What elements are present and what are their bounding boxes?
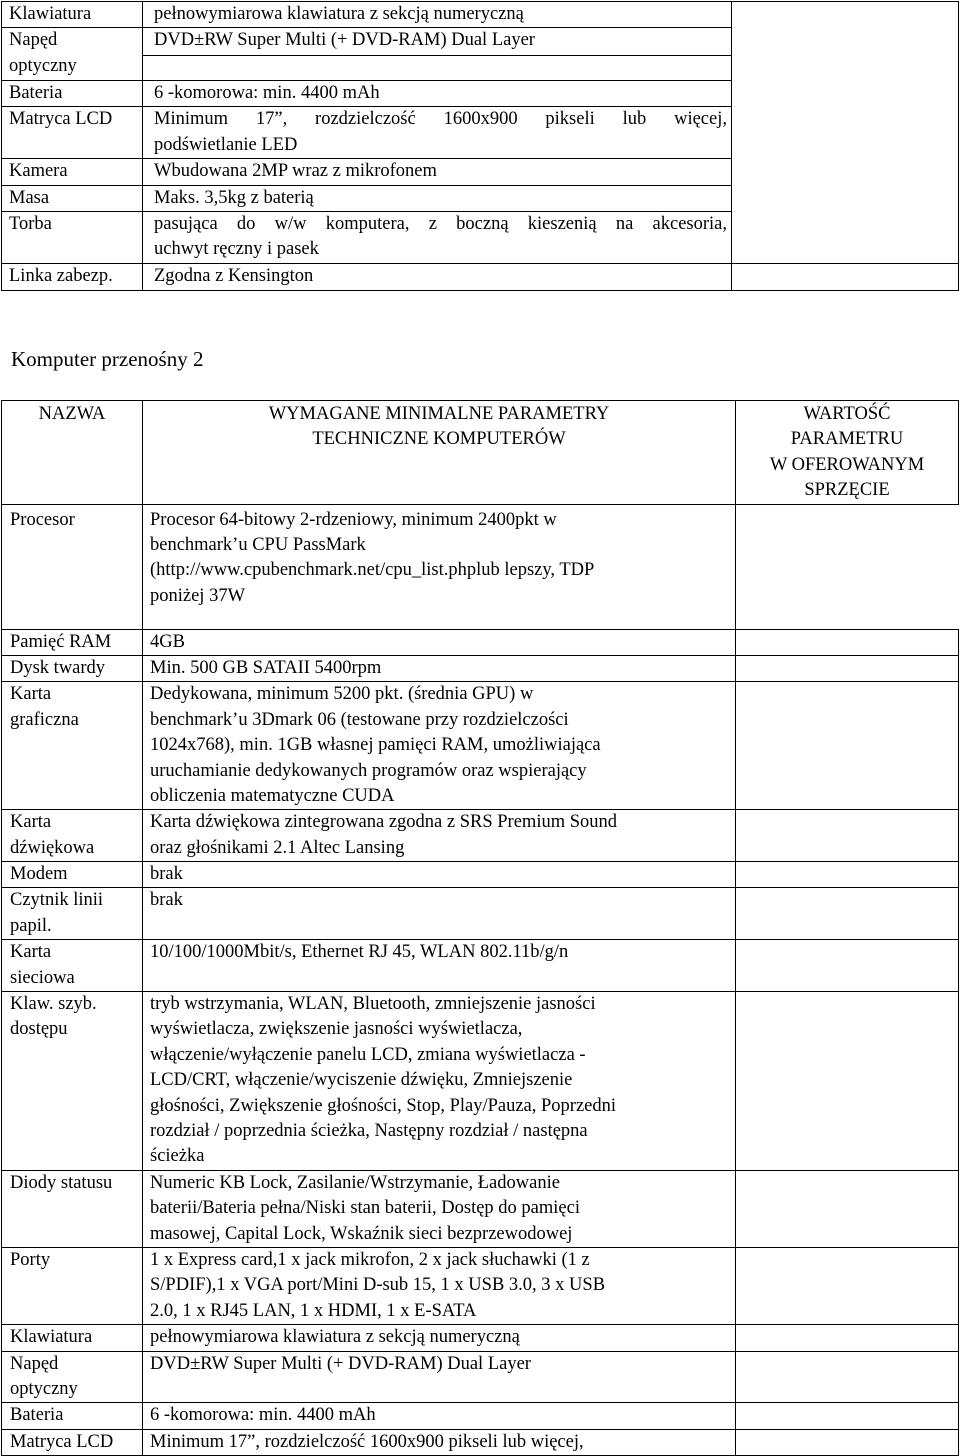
header-line: W OFEROWANYM — [769, 454, 925, 475]
requirement-line: benchmark’u CPU PassMark — [150, 534, 366, 555]
requirement-line: (http://www.cpubenchmark.net/cpu_list.phplub lepszy, TDP — [150, 560, 595, 581]
requirement-line: benchmark’u 3Dmark 06 (testowane przy rozdzielczości — [150, 709, 569, 730]
table-row — [2, 810, 959, 862]
param-requirement — [143, 1403, 736, 1429]
param-name — [2, 682, 143, 810]
param-requirement — [143, 682, 736, 810]
table-row — [2, 1247, 959, 1324]
param-name-line: Bateria — [10, 1405, 64, 1426]
param-requirement — [143, 1351, 736, 1403]
param-requirement — [143, 629, 736, 655]
requirement-line: baterii/Bateria pełna/Niski stan baterii, Dostęp do pamięci — [150, 1198, 580, 1219]
offered-value-cell — [736, 940, 959, 992]
param-name — [2, 1170, 143, 1247]
requirement-line: Dedykowana, minimum 5200 pkt. (średnia GPU) w — [150, 684, 534, 705]
requirement-line: 10/100/1000Mbit/s, Ethernet RJ 45, WLAN 802.11b/g/n — [150, 942, 569, 963]
requirement-line: pełnowymiarowa klawiatura z sekcją numeryczną — [150, 1327, 520, 1348]
param-name-line: Porty — [10, 1249, 51, 1270]
param-name-line: Klawiatura — [10, 1327, 93, 1348]
requirement-line: Numeric KB Lock, Zasilanie/Wstrzymanie, Ładowanie — [150, 1172, 560, 1193]
requirement-line: uchwyt ręczny i pasek — [154, 239, 319, 260]
requirement-line: 4GB — [150, 631, 185, 652]
param-requirement — [143, 992, 736, 1171]
column-header-requirements — [143, 401, 736, 505]
param-name-line: Klaw. szyb. — [10, 994, 97, 1015]
header-line: PARAMETRU — [790, 429, 904, 450]
requirement-line: wyświetlacza, zwiększenie jasności wyświetlacza, — [150, 1019, 523, 1040]
table-row — [2, 655, 959, 681]
param-name — [2, 862, 143, 888]
param-requirement — [143, 1429, 736, 1455]
param-name: Matryca LCD — [2, 107, 143, 159]
param-name-line: Napęd — [10, 1353, 59, 1374]
param-name — [2, 888, 143, 940]
column-header-name: NAZWA — [2, 401, 143, 505]
table-row — [2, 940, 959, 992]
param-name — [2, 1351, 143, 1403]
requirement-line: włączenie/wyłączenie panelu LCD, zmiana wyświetlacza - — [150, 1044, 586, 1065]
param-name: Linka zabezp. — [2, 264, 143, 291]
header-line: TECHNICZNE KOMPUTERÓW — [312, 429, 566, 450]
param-name — [2, 629, 143, 655]
param-requirement: Wbudowana 2MP wraz z mikrofonem — [143, 159, 732, 185]
column-header-offered-value — [736, 401, 959, 505]
spec-table-continued — [1, 1, 959, 291]
requirement-line: tryb wstrzymania, WLAN, Bluetooth, zmniejszenie jasności — [150, 994, 596, 1015]
param-requirement — [143, 862, 736, 888]
param-requirement: Zgodna z Kensington — [143, 264, 732, 291]
param-name — [2, 992, 143, 1171]
param-name-line: Diody statusu — [10, 1172, 113, 1193]
requirement-line: uruchamianie dedykowanych programów oraz wspierający — [150, 760, 587, 781]
table-header-row — [2, 401, 959, 505]
param-name-line: Procesor — [10, 509, 75, 530]
param-requirement — [143, 655, 736, 681]
param-requirement — [143, 1325, 736, 1351]
param-name-line: dostępu — [10, 1019, 68, 1040]
offered-value-cell — [736, 1351, 959, 1403]
param-name: Bateria — [2, 80, 143, 106]
param-name-line: Karta — [10, 942, 52, 963]
param-name-line: Czytnik linii — [10, 890, 104, 911]
param-name — [2, 504, 143, 629]
table-row — [2, 264, 959, 291]
requirement-line: 1024x768), min. 1GB własnej pamięci RAM, umożliwiająca — [150, 735, 601, 756]
offered-value-cell — [736, 1247, 959, 1324]
param-requirement: Maks. 3,5kg z baterią — [143, 185, 732, 211]
requirement-line: brak — [150, 864, 183, 885]
requirement-line: S/PDIF),1 x VGA port/Mini D-sub 15, 1 x USB 3.0, 3 x USB — [150, 1275, 606, 1296]
param-requirement: DVD±RW Super Multi (+ DVD-RAM) Dual Layer — [143, 28, 732, 55]
table-row — [2, 629, 959, 655]
requirement-line: masowej, Capital Lock, Wskaźnik sieci bezprzewodowej — [150, 1223, 573, 1244]
param-requirement — [143, 940, 736, 992]
param-requirement — [143, 888, 736, 940]
header-line: WARTOŚĆ — [803, 404, 891, 424]
offered-value-cell — [736, 1403, 959, 1429]
requirement-line: obliczenia matematyczne CUDA — [150, 785, 395, 806]
table-row — [2, 1429, 959, 1455]
param-requirement — [143, 212, 732, 264]
param-requirement — [143, 504, 736, 629]
offered-value-cell — [736, 655, 959, 681]
param-name-line: Matryca LCD — [10, 1431, 114, 1452]
spec-table-body — [2, 504, 959, 1456]
param-name: Klawiatura — [2, 2, 143, 28]
table-row — [2, 1351, 959, 1403]
offered-value-cell — [736, 888, 959, 940]
param-requirement — [143, 1170, 736, 1247]
requirement-line: głośności, Zwiększenie głośności, Stop, Play/Pauza, Poprzedni — [150, 1095, 617, 1116]
offered-value-cell — [732, 2, 959, 264]
param-name: Napęd optyczny — [2, 28, 143, 80]
param-requirement: pełnowymiarowa klawiatura z sekcją numeryczną — [143, 2, 732, 28]
param-name — [2, 1325, 143, 1351]
offered-value-cell — [736, 862, 959, 888]
requirement-line: 1 x Express card,1 x jack mikrofon, 2 x jack słuchawki (1 z — [150, 1249, 590, 1270]
requirement-line: Karta dźwiękowa zintegrowana zgodna z SRS Premium Sound — [150, 812, 618, 833]
requirement-line: Procesor 64-bitowy 2-rdzeniowy, minimum 2400pkt w — [150, 509, 557, 530]
table-row — [2, 1170, 959, 1247]
requirement-line: LCD/CRT, włączenie/wyciszenie dźwięku, Zmniejszenie — [150, 1070, 573, 1091]
spec-table — [1, 400, 959, 1456]
table-row — [2, 1403, 959, 1429]
header-line: SPRZĘCIE — [804, 480, 890, 501]
param-name — [2, 1403, 143, 1429]
param-name: Torba — [2, 212, 143, 264]
param-name — [2, 810, 143, 862]
param-name: Kamera — [2, 159, 143, 185]
offered-value-cell — [736, 992, 959, 1171]
requirement-line: Min. 500 GB SATAII 5400rpm — [150, 657, 382, 678]
param-name-line: sieciowa — [10, 967, 75, 988]
requirement-line: 6 -komorowa: min. 4400 mAh — [150, 1405, 376, 1426]
requirement-line: 2.0, 1 x RJ45 LAN, 1 x HDMI, 1 x E-SATA — [150, 1300, 477, 1321]
param-name — [2, 655, 143, 681]
empty-cell — [732, 264, 959, 291]
param-name — [2, 940, 143, 992]
requirement-line: podświetlanie LED — [154, 134, 298, 155]
table-row — [2, 992, 959, 1171]
offered-value-cell — [736, 1170, 959, 1247]
param-name-line: papil. — [10, 915, 52, 936]
requirement-line: DVD±RW Super Multi (+ DVD-RAM) Dual Layer — [150, 1353, 531, 1374]
requirement-line: poniżej 37W — [150, 585, 246, 606]
section-heading: Komputer przenośny 2 — [11, 347, 204, 371]
param-name-line: Karta — [10, 684, 52, 705]
offered-value-cell — [736, 682, 959, 810]
param-requirement — [143, 107, 732, 159]
param-name-line: graficzna — [10, 709, 79, 730]
header-line: WYMAGANE MINIMALNE PARAMETRY — [268, 404, 610, 424]
requirement-line: oraz głośnikami 2.1 Altec Lansing — [150, 837, 405, 858]
param-requirement — [143, 1247, 736, 1324]
offered-value-cell — [736, 629, 959, 655]
table-row — [2, 682, 959, 810]
param-name-line: dźwiękowa — [10, 837, 95, 858]
param-name — [2, 1429, 143, 1455]
requirement-line: Minimum 17”, rozdzielczość 1600x900 pikseli lub więcej, — [150, 1431, 584, 1452]
table-row — [2, 2, 959, 28]
requirement-line: rozdział / poprzednia ścieżka, Następny rozdział / następna — [150, 1120, 588, 1141]
requirement-line: brak — [150, 890, 183, 911]
param-name-line: optyczny — [10, 1378, 78, 1399]
table-row — [2, 1325, 959, 1351]
param-name-line: Modem — [10, 864, 68, 885]
requirement-line: pasująca do w/w komputera, z boczną kieszenią na akcesoria, — [154, 214, 727, 235]
offered-value-cell — [736, 1429, 959, 1455]
offered-value-cell — [736, 1325, 959, 1351]
param-name: Masa — [2, 185, 143, 211]
param-name-line: Dysk twardy — [10, 657, 106, 678]
table-row — [2, 504, 959, 629]
param-name-line: Pamięć RAM — [10, 631, 112, 652]
offered-value-cell — [736, 810, 959, 862]
requirement-line: ścieżka — [150, 1146, 205, 1167]
param-requirement — [143, 810, 736, 862]
table-row — [2, 888, 959, 940]
requirement-line: Minimum 17”, rozdzielczość 1600x900 pikseli lub więcej, — [154, 109, 727, 130]
empty-cell — [143, 55, 732, 80]
param-name — [2, 1247, 143, 1324]
param-requirement: 6 -komorowa: min. 4400 mAh — [143, 80, 732, 106]
param-name-line: Karta — [10, 812, 52, 833]
table-row — [2, 862, 959, 888]
